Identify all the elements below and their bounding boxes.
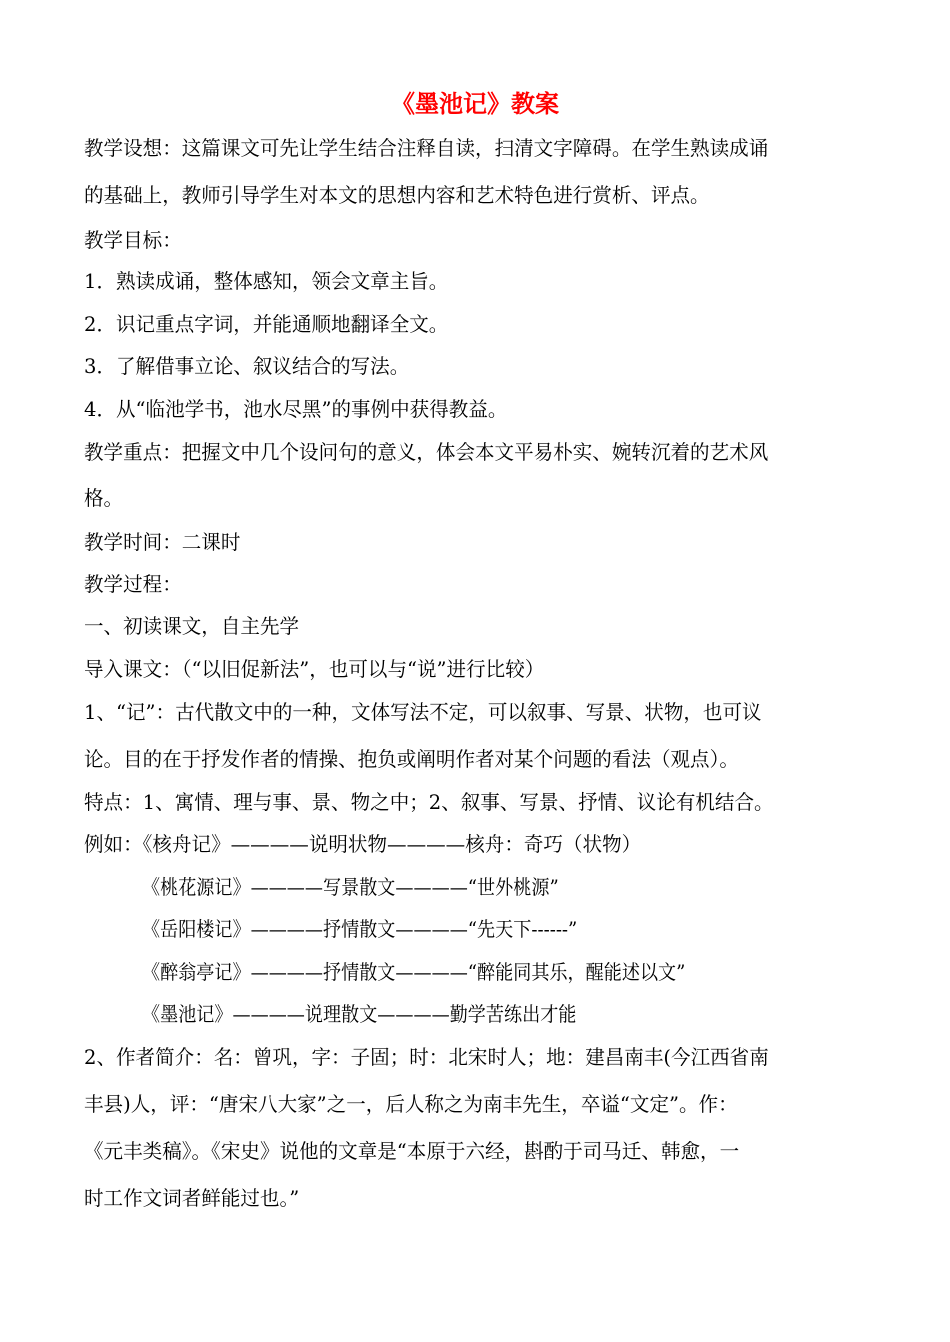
paragraph-line: 1、“记”：古代散文中的一种，文体写法不定，可以叙事、写景、状物，也可议 (84, 700, 762, 724)
paragraph-line: 教学目标： (84, 228, 182, 252)
paragraph-line: 《元丰类稿》。《宋史》说他的文章是“本原于六经，斟酌于司马迁、韩愈，一 (84, 1139, 740, 1163)
list-item: 3．了解借事立论、叙议结合的写法。 (84, 354, 410, 378)
paragraph-line: 导入课文：（“以旧促新法”，也可以与“说”进行比较） (84, 657, 545, 681)
paragraph-line: 时工作文词者鲜能过也。” (84, 1186, 300, 1210)
example-line: 《岳阳楼记》————抒情散文————“先天下------” (142, 917, 578, 941)
paragraph-line: 教学过程： (84, 572, 182, 596)
paragraph-line: 丰县)人，评：“唐宋八大家”之一，后人称之为南丰先生，卒谥“文定”。作： (84, 1092, 738, 1116)
paragraph-line: 教学时间：二课时 (84, 530, 241, 554)
example-line: 例如：《核舟记》————说明状物————核舟：奇巧（状物） (84, 832, 642, 856)
document-title: 《墨池记》教案 (391, 89, 559, 118)
list-item: 2．识记重点字词，并能通顺地翻译全文。 (84, 312, 449, 336)
paragraph-line: 2、作者简介：名：曾巩，字：子固；时：北宋时人；地：建昌南丰(今江西省南 (84, 1045, 769, 1069)
paragraph-line: 教学设想：这篇课文可先让学生结合注释自读，扫清文字障碍。在学生熟读成诵 (84, 136, 769, 160)
list-item: 4．从“临池学书，池水尽黑”的事例中获得教益。 (84, 397, 508, 421)
paragraph-line: 教学重点：把握文中几个设问句的意义，体会本文平易朴实、婉转沉着的艺术风 (84, 440, 769, 464)
paragraph-line: 的基础上，教师引导学生对本文的思想内容和艺术特色进行赏析、评点。 (84, 183, 710, 207)
list-item: 1．熟读成诵，整体感知，领会文章主旨。 (84, 269, 449, 293)
paragraph-line: 特点：1、寓情、理与事、景、物之中；2、叙事、写景、抒情、议论有机结合。 (84, 790, 774, 814)
example-line: 《醉翁亭记》————抒情散文————“醉能同其乐，醒能述以文” (142, 960, 686, 984)
example-line: 《桃花源记》————写景散文————“世外桃源” (142, 875, 559, 899)
example-line: 《墨池记》————说理散文————勤学苦练出才能 (142, 1002, 577, 1026)
section-heading: 一、初读课文，自主先学 (84, 614, 300, 638)
paragraph-line: 论。目的在于抒发作者的情操、抱负或阐明作者对某个问题的看法（观点）。 (84, 747, 739, 771)
paragraph-line: 格。 (84, 486, 124, 510)
